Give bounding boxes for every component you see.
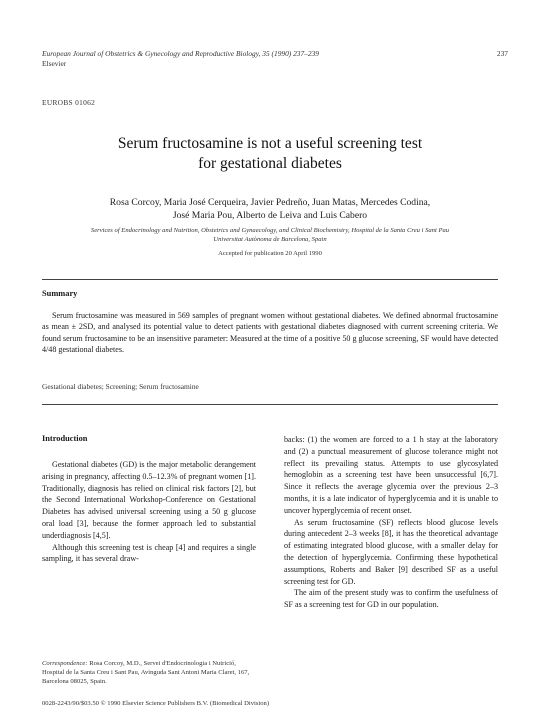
divider-bottom: [42, 404, 498, 405]
paragraph: As serum fructosamine (SF) reflects blood glucose levels during antecedent 2–3 weeks [8], it has the theoretical advantage of estimating integrated blood glucose, with a smaller delay for the detection of hyperglycemia. Confirming these hypothetical assumptions, Roberts and Baker [9] described SF as a useful screening test for GD.: [284, 517, 498, 586]
keywords: Gestational diabetes; Screening; Serum fructosamine: [42, 382, 199, 391]
summary-heading: Summary: [42, 289, 78, 298]
affiliation-line: Universitat Autònoma de Barcelona, Spain: [213, 236, 327, 243]
accepted-date: Accepted for publication 20 April 1990: [218, 250, 322, 257]
article-code: EUROBS 01062: [42, 98, 96, 107]
correspondence-note: [42, 659, 256, 686]
affiliation-line: Services of Endocrinology and Nutrition, Obstetrics and Gynaecology, and Clinical Biochemistry, Hospital de la Santa Creu i Sant Pau: [90, 227, 450, 234]
paragraph: The aim of the present study was to confirm the usefulness of SF as a screening test for GD in our population.: [284, 588, 498, 610]
paragraph: Although this screening test is cheap [4] and requires a single sampling, it has several draw-: [42, 542, 256, 564]
summary-text: Serum fructosamine was measured in 569 samples of pregnant women without gestational diabetes. We defined abnormal fructosamine as mean ± 2SD, and analysed its potential value to detect patients with gestational diabetes diagnosed with current screening criteria. We found serum fructosamine to be an insensitive parameter: Measured at the time of a positive 50 g glucose screening, SF would have detected 4/48 gestational diabetes.: [42, 311, 498, 355]
correspondence-text: Rosa Corcoy, M.D., Servei d'Endocrinologia i Nutrició, Hospital de la Santa Creu i Sant Pau, Avinguda Sant Antoni Maria Claret, 167, Barcelona 08025, Spain.: [42, 660, 250, 685]
introduction-heading: Introduction: [42, 434, 88, 443]
correspondence-label: Correspondence:: [42, 660, 88, 667]
paragraph: backs: (1) the women are forced to a 1 h stay at the laboratory and (2) a punctual measurement of glucose tolerance might not reflect its prevailing status. Attempts to use glycosylated hemoglobin as a screening test have been unsuccessful [6,7]. Since it reflects the average glycemia over the previous 2–3 months, it is a late indicator of hyperglycemia and it is unable to uncover hyperglycemia of recent onset.: [284, 435, 498, 515]
journal-citation: European Journal of Obstetrics & Gynecology and Reproductive Biology, 35 (1990) 237–239: [42, 49, 319, 58]
title-line: Serum fructosamine is not a useful screening test: [117, 135, 423, 152]
author-line: José Maria Pou, Alberto de Leiva and Luis Cabero: [172, 210, 368, 221]
column-right: [284, 434, 498, 611]
article-title: [30, 134, 510, 174]
column-left: [42, 459, 256, 565]
divider-top: [42, 279, 498, 280]
author-line: Rosa Corcoy, Maria José Cerqueira, Javier Pedreño, Juan Matas, Mercedes Codina,: [109, 197, 431, 208]
page-number: 237: [496, 49, 508, 58]
copyright-line: 0028-2243/90/$03.50 © 1990 Elsevier Science Publishers B.V. (Biomedical Division): [42, 700, 270, 707]
publisher-name: Elsevier: [42, 59, 67, 68]
author-list: [40, 196, 500, 222]
paragraph: Gestational diabetes (GD) is the major metabolic derangement arising in pregnancy, affecting 0.5–12.3% of pregnant women [1]. Traditionally, diagnosis has relied on clinical risk factors [2], but the Second International Workshop-Conference on Gestational Diabetes has advised universal screening using a 50 g glucose oral load [3], because the former approach led to substantial underdiagnosis [4,5].: [42, 460, 256, 540]
affiliation: [40, 226, 500, 244]
title-line: for gestational diabetes: [198, 155, 342, 172]
